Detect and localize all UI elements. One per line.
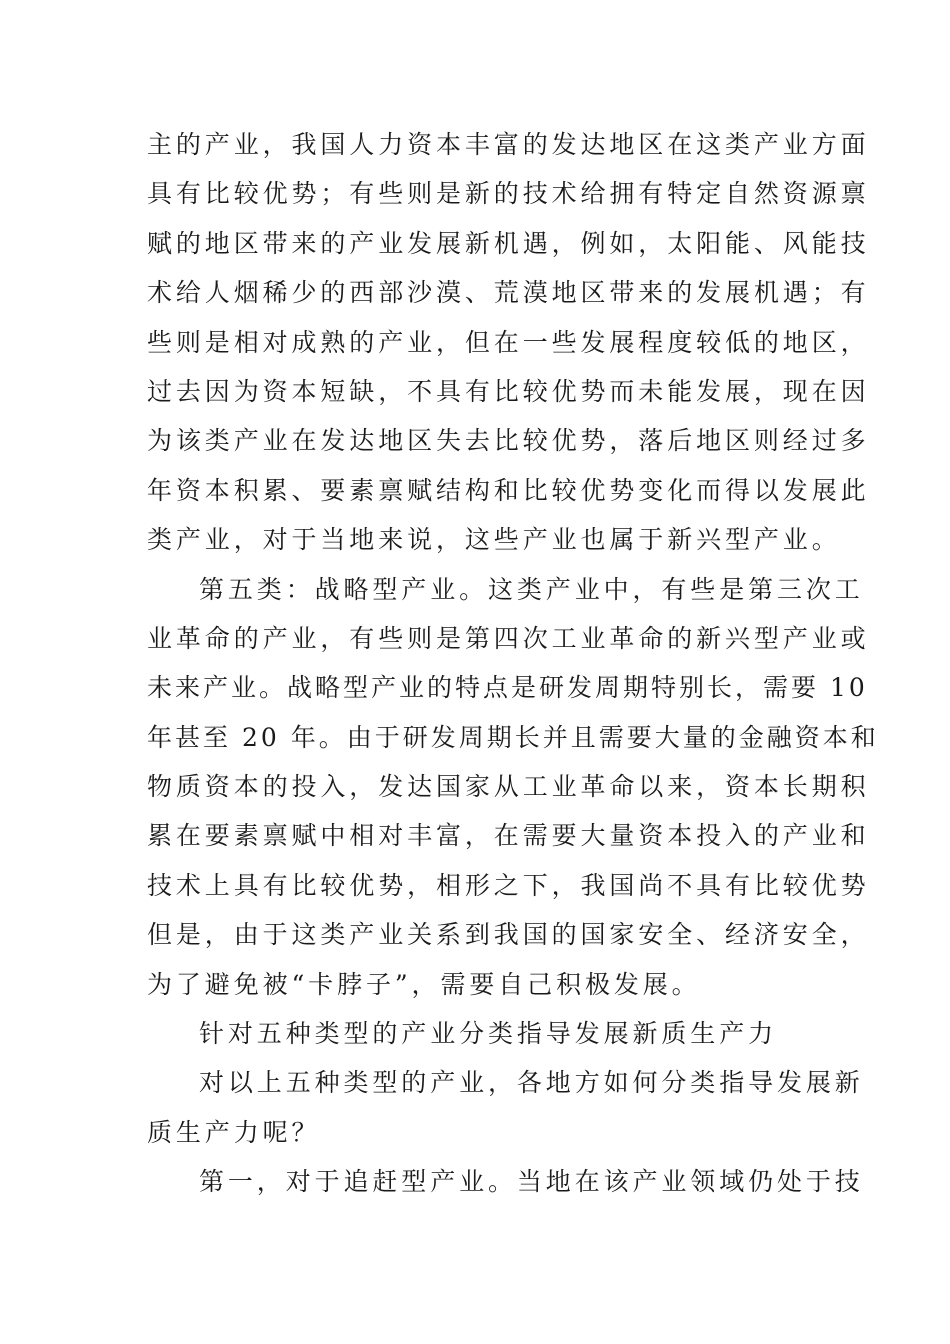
paragraph-line: 质生产力呢？ [147,1117,321,1147]
paragraph-line: 术给人烟稀少的西部沙漠、荒漠地区带来的发展机遇；有 [147,278,870,308]
paragraph-line: 主的产业，我国人力资本丰富的发达地区在这类产业方面 [147,130,870,159]
paragraph-line: 类产业，对于当地来说，这些产业也属于新兴型产业。 [147,525,841,555]
paragraph-line: 业革命的产业，有些则是第四次工业革命的新兴型产业或 [147,623,870,653]
paragraph-line: 第五类：战略型产业。这类产业中，有些是第三次工 [199,574,864,604]
paragraph-line: 年资本积累、要素禀赋结构和比较优势变化而得以发展此 [147,475,870,505]
paragraph-line: 赋的地区带来的产业发展新机遇，例如，太阳能、风能技 [147,228,870,258]
paragraph-line: 技术上具有比较优势，相形之下，我国尚不具有比较优势 [147,870,870,900]
paragraph-line: 第一，对于追赶型产业。当地在该产业领域仍处于技 [199,1167,864,1197]
paragraph-line: 累在要素禀赋中相对丰富，在需要大量资本投入的产业和 [147,821,870,851]
paragraph-line: 过去因为资本短缺，不具有比较优势而未能发展，现在因 [147,376,870,406]
document-body [147,120,879,1207]
paragraph-line: 但是，由于这类产业关系到我国的国家安全、经济安全， [147,920,870,950]
section-heading: 针对五种类型的产业分类指导发展新质生产力 [199,1019,778,1049]
paragraph-line: 具有比较优势；有些则是新的技术给拥有特定自然资源禀 [147,179,870,209]
paragraph-line: 年甚至 20 年。由于研发周期长并且需要大量的金融资本和 [147,722,879,752]
paragraph-line: 为了避免被“卡脖子”，需要自己积极发展。 [147,969,701,999]
paragraph-line: 未来产业。战略型产业的特点是研发周期特别长，需要 10 [147,673,868,703]
paragraph-line: 为该类产业在发达地区失去比较优势，落后地区则经过多 [147,426,870,456]
paragraph-line: 对以上五种类型的产业，各地方如何分类指导发展新 [199,1068,864,1098]
paragraph-line: 些则是相对成熟的产业，但在一些发展程度较低的地区， [147,327,870,357]
paragraph-line: 物质资本的投入，发达国家从工业革命以来，资本长期积 [147,772,870,802]
